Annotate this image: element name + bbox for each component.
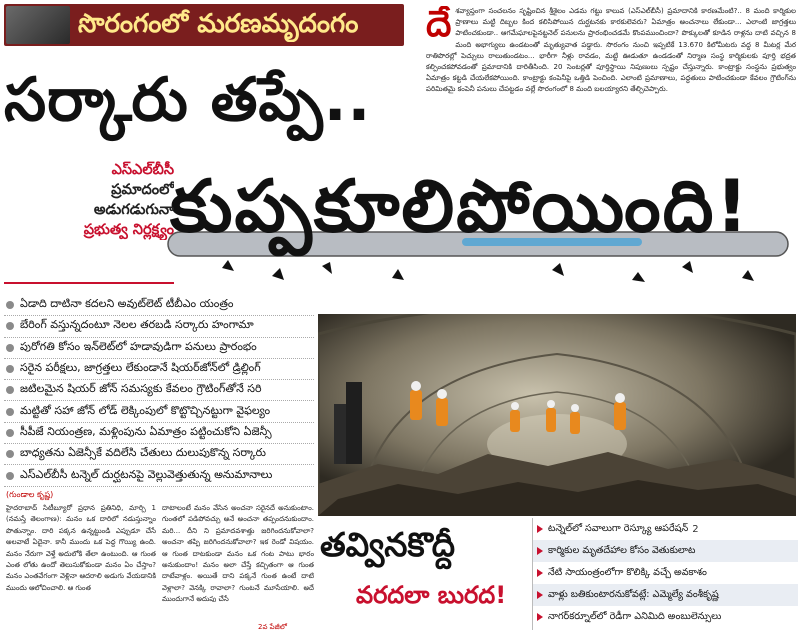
bullet-item — [4, 316, 314, 337]
bullet-icon — [6, 322, 14, 330]
debris-piece — [272, 268, 284, 280]
side-box-line: అడుగడుగునా — [93, 202, 174, 218]
debris-piece — [552, 263, 564, 276]
bullet-text: సరైన పరీక్షలు, జాగ్రత్తలు లేకుండానే షియర్‌జోన్‌లో డ్రిల్లింగ్ — [20, 361, 261, 375]
arrow-right-icon — [537, 591, 543, 599]
debris-piece — [392, 269, 404, 280]
side-box-divider — [4, 282, 174, 284]
bullet-text: మట్టితో సహా జోన్ లోడ్ లెక్కింపులో కొట్టొచ్చినట్టుగా వైఫల్యం — [20, 403, 271, 417]
debris-piece — [742, 270, 754, 281]
related-item[interactable] — [533, 584, 798, 606]
bullet-icon — [6, 344, 14, 352]
sub-headline-line-2: వరదలా బురద! — [356, 581, 507, 609]
related-stories — [532, 518, 798, 630]
bullet-text: జటిలమైన షియర్ జోన్ సమస్యకు కేవలం గ్రౌటింగ్‌తోనే సరి — [20, 382, 262, 396]
sub-headline-line-1: తవ్వినకొద్దీ — [320, 525, 456, 564]
arrow-right-icon — [537, 613, 543, 621]
body-column-1: హైదరాబాద్ సిటీబ్యూరో ప్రధాన ప్రతినిధి, మార్చి 1 (నమస్తే తెలంగాణ): మనం ఒక దారిలో నడుస్తున్నాం పొతున్నాం. దారి పక్కన ఉన్నట్టుండి ఎప్పుడూ చేసే అలవాటే ఏదైనా. కానీ ముందు ఒక పెద్ద గొయ్యి ఉంది. మనం నేరుగా వెళ్తే అదులోకి తేలా ఉంటుంది. ఆ గుంత ఎంత లోతు ఉందో తెలుసుకోకుండా మనం ఏం చేస్తాం? మనం ఎంతవేగంగా వెళ్లినా ఆదరాలి అడుగు వేయడానికి ముందు ఆలోచించాలి. ఆ గుంత — [6, 504, 156, 592]
bullet-text: పురోగతి కోసం ఇన్‌లెట్‌లో హడావుడిగా పనులు ప్రారంభం — [20, 339, 257, 353]
arrow-right-icon — [537, 525, 543, 533]
intro-text: శవ్యాప్తంగా సంచలనం సృష్టించిన శ్రీశైలం ఎడమ గట్టు కాలువ (ఎస్‌ఎల్‌బీసీ) ప్రమాదానికి కారణమేంటి?.. 8 మంది కార్మికుల ప్రాణాలు మట్టి దిబ్బల కింద కలిసిపోయిన దుర్ఘటనకు కారకులెవరు? ఏమాత్రం అంచనాలు లేకుండా... ఎలాంటి జాగ్రత్తలు పాటించకుండా.. ఆగమేఘాలపైనట్టనెల్ పనులను ప్రారంభించడమే కొంపముంచిందా? పొక్కులతో కూడిన రాళ్లను దాటి వచ్చిన 8 మంది అభాగ్యులు ఉండటంతో మృత్యువాత పడ్డారు. సొరంగం నుంచి ఇప్పటికే 13.670 కిలోమీటరు వద్ద 8 మీటర్ల మేర రాతిపొరల్లో పెచ్చులు రాలుతుండటం... భారీగా నీళ్లు రావడం, మట్టి ఊడుతూ ఉండడంతో నిర్మాణ సంస్థ కార్మికులకు పూర్తి భద్రత కల్పించకపోవడంతో ప్రమాదానికి దారితీసింది. 20 సెంటర్లతో పూర్తిస్థాయి నిపుణులు స్పష్టం చేస్తున్నారు. కాంట్రాక్టు సంస్థను ప్రభుత్వం ఏమాత్రం కట్టడి చేయలేకపోయింది. కాంట్రాక్టు కంపెనీపై ఒత్తిడి పెంచింది. ఎలాంటి ప్రమాణాలు, పద్ధతులు పాటించకుండా కేవలం గ్రౌటింగ్‌ను పరిమితమై కంపెనీ పనులు చేపట్టడం వల్లే సొరంగంలో 8 మంది బలయ్యారని తేల్చిచెప్పారు. — [426, 7, 796, 94]
bullet-item — [4, 423, 314, 444]
bullet-item — [4, 295, 314, 316]
bullet-text: ఏడాది దాటినా కదలని అవుట్‌లెట్ టీబీఎం యంత్రం — [20, 297, 234, 311]
related-item-text: టన్నెల్‌లో సవాలుగా రెస్క్యూ ఆపరేషన్ — [548, 522, 689, 534]
headline-line-1: సర్కారు తప్పే.. — [4, 65, 372, 135]
bullet-text: బేరింగ్ వస్తున్నదంటూ నెలల తరబడి సర్కారు హంగామా — [20, 318, 254, 332]
debris-piece — [682, 261, 693, 273]
bullet-item — [4, 444, 314, 465]
related-item-text: నేటి సాయంత్రంలోగా కొలిక్కి వచ్చే అవకాశం — [548, 566, 707, 578]
debris-piece — [632, 272, 645, 282]
related-item-text: కార్మికుల మృతదేహాల కోసం వెతుకులాట — [548, 544, 696, 556]
side-box-line: ప్రమాదంలో — [111, 182, 174, 198]
bullet-text: బాధ్యతను ఏజెన్సీకే వదిలేసి చేతులు దులుపుకొన్న సర్కారు — [20, 446, 266, 460]
bullet-icon — [6, 429, 14, 437]
drop-cap: దే — [426, 6, 452, 45]
sub-headline — [320, 520, 530, 628]
bullet-text: సీపీజే నియంత్రణ, మళ్లింపును ఏమాత్రం పట్టించుకోని ఏజెన్సీ — [20, 424, 272, 438]
debris-piece — [322, 262, 332, 274]
bullet-icon — [6, 386, 14, 394]
related-item[interactable] — [533, 562, 798, 584]
bullet-icon — [6, 472, 14, 480]
byline: (గుండాల కృష్ణ) — [6, 490, 54, 499]
bullet-list — [4, 295, 314, 487]
bullet-item — [4, 338, 314, 359]
side-box-line: ఎస్‌ఎల్‌బీసీ — [111, 162, 174, 178]
related-item[interactable] — [533, 606, 798, 628]
related-item-text: వాళ్లు బతికుంటారనుకోవట్లే: ఎమ్మెల్యే వంశీకృష్ణ — [548, 588, 719, 600]
bullet-icon — [6, 301, 14, 309]
bullet-item — [4, 465, 314, 486]
kicker-text: సొరంగంలో మరణమృదంగం — [78, 9, 359, 39]
side-box-line: ప్రభుత్వ నిర్లక్ష్యం — [83, 222, 174, 238]
arrow-right-icon — [537, 569, 543, 577]
related-item-text: నాగర్‌కర్నూల్‌లో రెడీగా ఎనిమిది అంబులెన్సులు — [548, 610, 722, 622]
bullet-text: ఎస్‌ఎల్‌బీసీ టన్నెల్ దుర్ఘటనపై వెల్లువెత్తుతున్న అనుమానాలు — [20, 467, 273, 481]
intro-paragraph — [426, 6, 796, 148]
related-item[interactable] — [533, 540, 798, 562]
headline-line-2: కుప్పకూలిపోయింది! — [170, 164, 751, 248]
bullet-icon — [6, 408, 14, 416]
arrow-right-icon — [537, 547, 543, 555]
bullet-item — [4, 401, 314, 422]
body-column-2: దాటాలంటే మనం వేసిన అంచనా సరైనదే అనుకుంటాం. గుంతలో పడిపోవచ్చు అనే అంచనా తప్పందనుకుందాం. మరి... దీని ని ప్రమాదవశాత్తు జరిగిందనుకోవాలా? అంచనా తప్పి జరిగిందనుకోవాలా? ఇక రెండో విషయం. ఆ గుంత దాటకుండా మనం ఒక గంట పాటు భారం అనుకుందాం! మనం అలా చేస్తే కచ్చితంగా ఆ గుంత దాటేవాళ్లం. అయితే దాని పక్కనే గుంత ఉంటే దాటి వెళ్లాలా? వెనక్కి రావాలా? గుంటనే మూసేయాలి. అదే ముందుగానే అదుపు చేసే — [162, 504, 314, 604]
tunnel-rescue-photo — [318, 314, 796, 516]
continued-on-page[interactable]: 2వ పేజీలో — [258, 623, 287, 631]
bullet-item — [4, 380, 314, 401]
related-item[interactable] — [533, 518, 798, 540]
side-box — [4, 160, 174, 282]
related-page-number: 2 — [692, 523, 699, 535]
bullet-item — [4, 359, 314, 380]
bullet-icon — [6, 365, 14, 373]
kicker-photo — [6, 6, 70, 44]
bullet-icon — [6, 450, 14, 458]
debris-piece — [222, 260, 234, 271]
